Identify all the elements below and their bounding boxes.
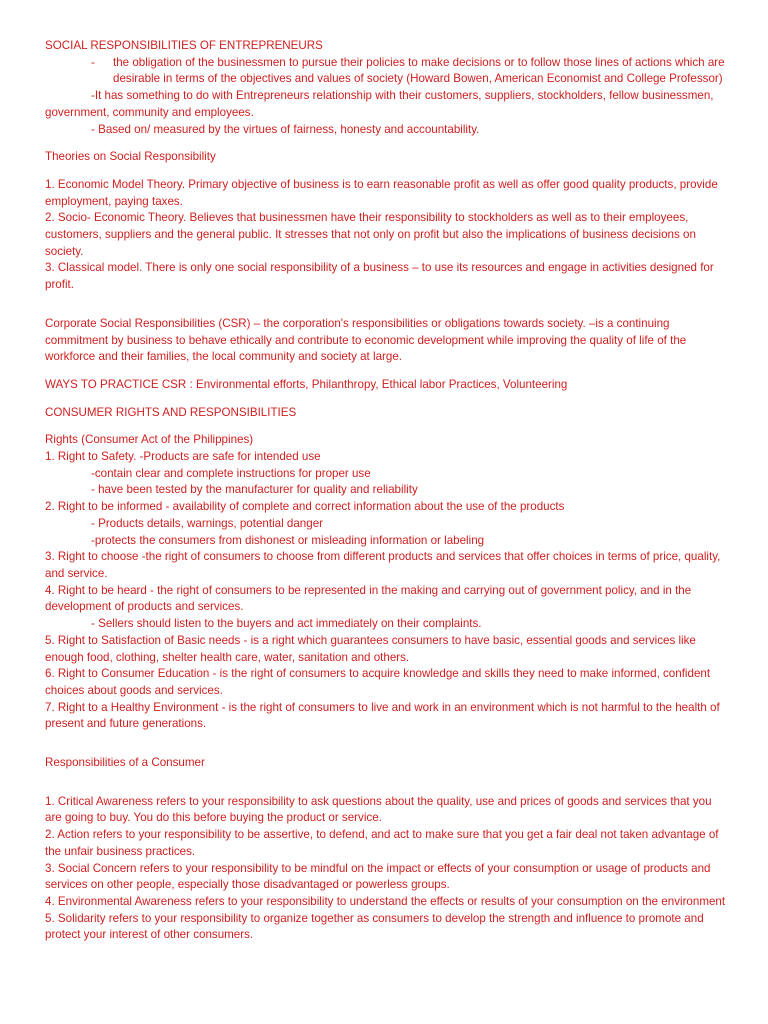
theory-item: 1. Economic Model Theory. Primary objective of business is to earn reasonable profit as well as offer good quality products, provide employment, paying taxes. bbox=[45, 177, 718, 208]
right-subitem: - have been tested by the manufacturer for quality and reliability bbox=[91, 483, 418, 497]
responsibilities-heading: Responsibilities of a Consumer bbox=[45, 756, 205, 770]
right-subitem: - Sellers should listen to the buyers and act immediately on their complaints. bbox=[91, 617, 482, 631]
intro-relationship bbox=[45, 88, 728, 121]
bullet-dash: - bbox=[91, 55, 95, 69]
intro-definition bbox=[45, 55, 728, 88]
right-item: 5. Right to Satisfaction of Basic needs - is a right which guarantees consumers to have basic, essential goods and services like enough food, clothing, shelter health care, water, sanitation and others. bbox=[45, 633, 696, 664]
theory-item: 3. Classical model. There is only one social responsibility of a business – to use its resources and engage in activities designed for profit. bbox=[45, 261, 714, 292]
right-item: 2. Right to be informed - availability of complete and correct information about the use of the products bbox=[45, 500, 565, 514]
right-subitem: -contain clear and complete instructions for proper use bbox=[91, 466, 371, 480]
right-item: 1. Right to Safety. -Products are safe for intended use bbox=[45, 450, 321, 464]
theory-item: 2. Socio- Economic Theory. Believes that businessmen have their responsibility to stockholders as well as to their employees, customers, suppliers and the general public. It stresses that not only on profit but also the implications of business decisions on society. bbox=[45, 211, 696, 258]
responsibility-item: 3. Social Concern refers to your responsibility to be mindful on the impact or effects of your consumption or usage of products and services on other people, especially those disadvantaged or powerless groups. bbox=[45, 861, 711, 892]
document-title: SOCIAL RESPONSIBILITIES OF ENTREPRENEURS bbox=[45, 39, 323, 52]
consumer-heading: CONSUMER RIGHTS AND RESPONSIBILITIES bbox=[45, 405, 297, 419]
csr-ways: WAYS TO PRACTICE CSR : Environmental efforts, Philanthropy, Ethical labor Practices, Volunteering bbox=[45, 377, 568, 391]
theories-heading: Theories on Social Responsibility bbox=[45, 150, 216, 164]
right-item: 6. Right to Consumer Education - is the right of consumers to acquire knowledge and skills they need to make informed, confident choices about goods and services. bbox=[45, 667, 711, 697]
csr-definition: Corporate Social Responsibilities (CSR) – the corporation's responsibilities or obligations towards society. –is a continuing commitment by business to behave ethically and contribute to economic development while improving the quality of life of the workforce and their families, the local community and society at large. bbox=[45, 316, 687, 364]
right-item: 3. Right to choose -the right of consumers to choose from different products and services that offer choices in terms of price, quality, and service. bbox=[45, 550, 721, 580]
responsibility-item: 1. Critical Awareness refers to your responsibility to ask questions about the quality, use and prices of goods and services that you are going to buy. You do this before buying the product or service. bbox=[45, 794, 712, 825]
right-item: 7. Right to a Healthy Environment - is the right of consumers to live and work in an environment which is not harmful to the health of present and future generations. bbox=[45, 700, 720, 731]
intro-relationship-text: -It has something to do with Entrepreneurs relationship with their customers, suppliers, stockholders, fellow businessmen, government, community and employees. bbox=[45, 89, 714, 119]
responsibility-item: 5. Solidarity refers to your responsibility to organize together as consumers to develop the strength and influence to promote and protect your interest of other consumers. bbox=[45, 911, 704, 942]
rights-heading: Rights (Consumer Act of the Philippines) bbox=[45, 433, 254, 447]
responsibility-item: 2. Action refers to your responsibility to be assertive, to defend, and act to make sure that you get a fair deal not taken advantage of the unfair business practices. bbox=[45, 828, 719, 858]
right-subitem: - Products details, warnings, potential danger bbox=[91, 516, 324, 530]
right-subitem: -protects the consumers from dishonest or misleading information or labeling bbox=[91, 533, 485, 547]
right-item: 4. Right to be heard - the right of consumers to be represented in the making and carrying out of government policy, and in the development of products and services. bbox=[45, 583, 692, 614]
intro-definition-text: the obligation of the businessmen to pursue their policies to make decisions or to follow those lines of actions which are desirable in terms of the objectives and values of society (Howard Bowen, American Economist and College Professor) bbox=[113, 55, 725, 86]
responsibility-item: 4. Environmental Awareness refers to your responsibility to understand the effects or results of your consumption on the environment bbox=[45, 894, 726, 908]
intro-virtues: - Based on/ measured by the virtues of fairness, honesty and accountability. bbox=[91, 122, 480, 136]
